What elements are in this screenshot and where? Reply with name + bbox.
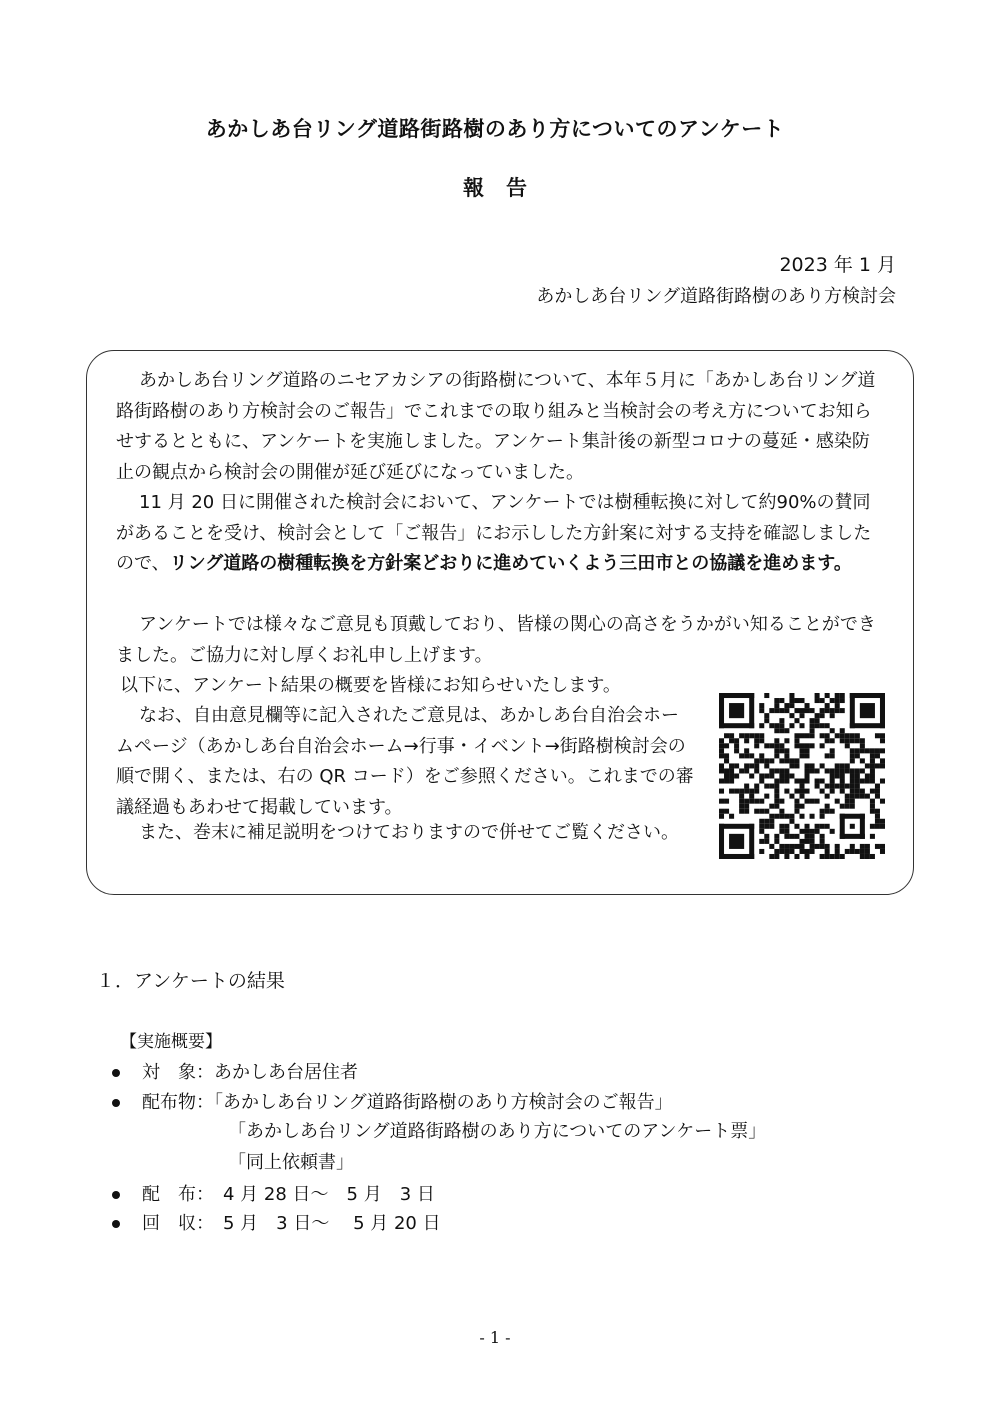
summary-paragraph-3: アンケートでは様々なご意見も頂戴しており、皆様の関心の高さをうかがい知ることができました。ご協力に対し厚くお礼申し上げます。 xyxy=(116,614,876,666)
bullet-icon xyxy=(112,1191,120,1199)
document-title: あかしあ台リング道路街路樹のあり方についてのアンケート xyxy=(205,117,785,141)
outline-distribution-period: 配 布： 4 月 28 日～ 5 月 3 日 xyxy=(112,1180,435,1206)
outline-target: 対 象：あかしあ台居住者 xyxy=(112,1058,358,1084)
summary-paragraph-2: 11 月 20 日に開催された検討会において、アンケートでは樹種転換に対して約90%の賛同があることを受け、検討会として「ご報告」にお示しした方針案に対する支持を確認しましたので、リング道路の樹種転換を方針案どおりに進めていくよう三田市との協議を進めます。 xyxy=(116,492,872,574)
summary-paragraph-6: また、巻末に補足説明をつけておりますので併せてご覧ください。 xyxy=(139,822,679,843)
section-heading: １．アンケートの結果 xyxy=(96,970,285,992)
outline-collection-period: 回 収： 5 月 3 日～ 5 月 20 日 xyxy=(112,1209,441,1235)
bullet-icon xyxy=(112,1220,120,1228)
organization-name: あかしあ台リング道路街路樹のあり方検討会 xyxy=(536,286,896,307)
summary-paragraph-1: あかしあ台リング道路のニセアカシアの街路樹について、本年５月に「あかしあ台リング道路街路樹のあり方検討会のご報告」でこれまでの取り組みと当検討会の考え方についてお知らせするとともに、アンケートを実施しました。アンケート集計後の新型コロナの蔓延・感染防止の観点から検討会の開催が延び延びになっていました。 xyxy=(116,370,876,483)
bullet-icon xyxy=(112,1099,120,1107)
outline-distributed-item-3: 「同上依頼書」 xyxy=(228,1152,354,1173)
outline-distributed-item-2: 「あかしあ台リング道路街路樹のあり方についてのアンケート票」 xyxy=(228,1121,767,1142)
document-subtitle: 報告 xyxy=(463,176,549,200)
outline-label: 【実施概要】 xyxy=(120,1032,222,1052)
page-number: - 1 - xyxy=(479,1328,511,1347)
qr-code[interactable] xyxy=(719,693,885,859)
summary-paragraph-4: 以下に、アンケート結果の概要を皆様にお知らせいたします。 xyxy=(120,675,621,696)
outline-distributed-items: 配布物：「あかしあ台リング道路街路樹のあり方検討会のご報告」 xyxy=(112,1088,673,1114)
bullet-icon xyxy=(112,1069,120,1077)
summary-paragraph-5: なお、自由意見欄等に記入されたご意見は、あかしあ台自治会ホームページ（あかしあ台自治会ホーム→行事・イベント→街路樹検討会の順で開く、または、右の QR コード）をご参照ください。これまでの審議経過もあわせて掲載しています。 xyxy=(116,705,694,818)
publication-date: 2023 年 1 月 xyxy=(779,254,896,276)
